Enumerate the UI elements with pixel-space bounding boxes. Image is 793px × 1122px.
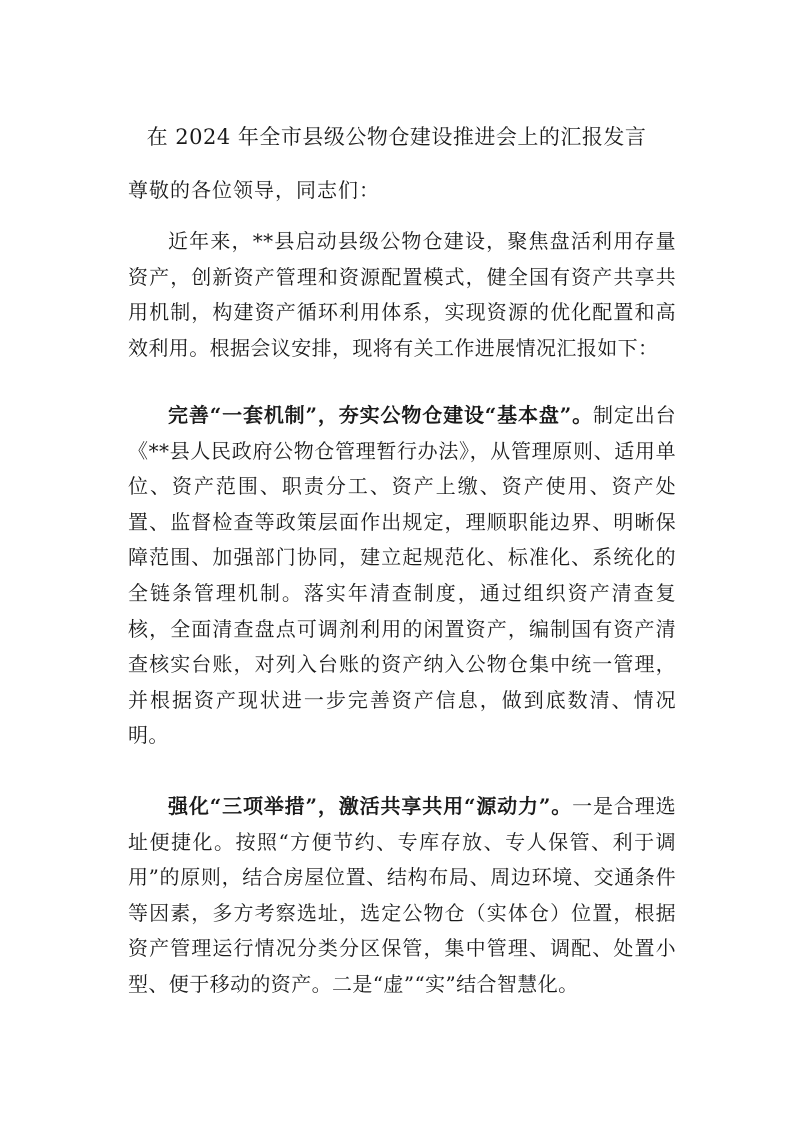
salutation: 尊敬的各位领导，同志们： xyxy=(128,178,380,202)
paragraph-body: 近年来，**县启动县级公物仓建设，聚焦盘活利用存量资产，创新资产管理和资源配置模式，健全国有资产共享共用机制，构建资产循环利用体系，实现资源的优化配置和高效利用。根据会议安排，现将有关工作进展情况汇报如下： xyxy=(128,229,676,360)
paragraph-body: 制定出台《**县人民政府公物仓管理暂行办法》，从管理原则、适用单位、资产范围、职责分工、资产上缴、资产使用、资产处置、监督检查等政策层面作出规定，理顺职能边界、明晰保障范围、加强部门协同，建立起规范化、标准化、系统化的全链条管理机制。落实年清查制度，通过组织资产清查复核，全面清查盘点可调剂利用的闲置资产，编制国有资产清查核实台账，对列入台账的资产纳入公物仓集中统一管理，并根据资产现状进一步完善资产信息，做到底数清、情况明。 xyxy=(128,403,676,748)
paragraph-heading: 完善“一套机制”，夯实公物仓建设“基本盘”。 xyxy=(168,403,593,427)
paragraph-measures xyxy=(128,789,676,1003)
paragraph-body: 一是合理选址便捷化。按照“方便节约、专库存放、专人保管、利于调用”的原则，结合房屋位置、结构布局、周边环境、交通条件等因素，多方考察选址，选定公物仓（实体仓）位置，根据资产管理运行情况分类分区保管，集中管理、调配、处置小型、便于移动的资产。二是“虚”“实”结合智慧化。 xyxy=(128,794,677,996)
paragraph-mechanism xyxy=(128,398,676,754)
document-title: 在 2024 年全市县级公物仓建设推进会上的汇报发言 xyxy=(146,125,647,149)
paragraph-heading: 强化“三项举措”，激活共享共用“源动力”。 xyxy=(168,794,573,818)
paragraph-intro xyxy=(128,224,676,366)
